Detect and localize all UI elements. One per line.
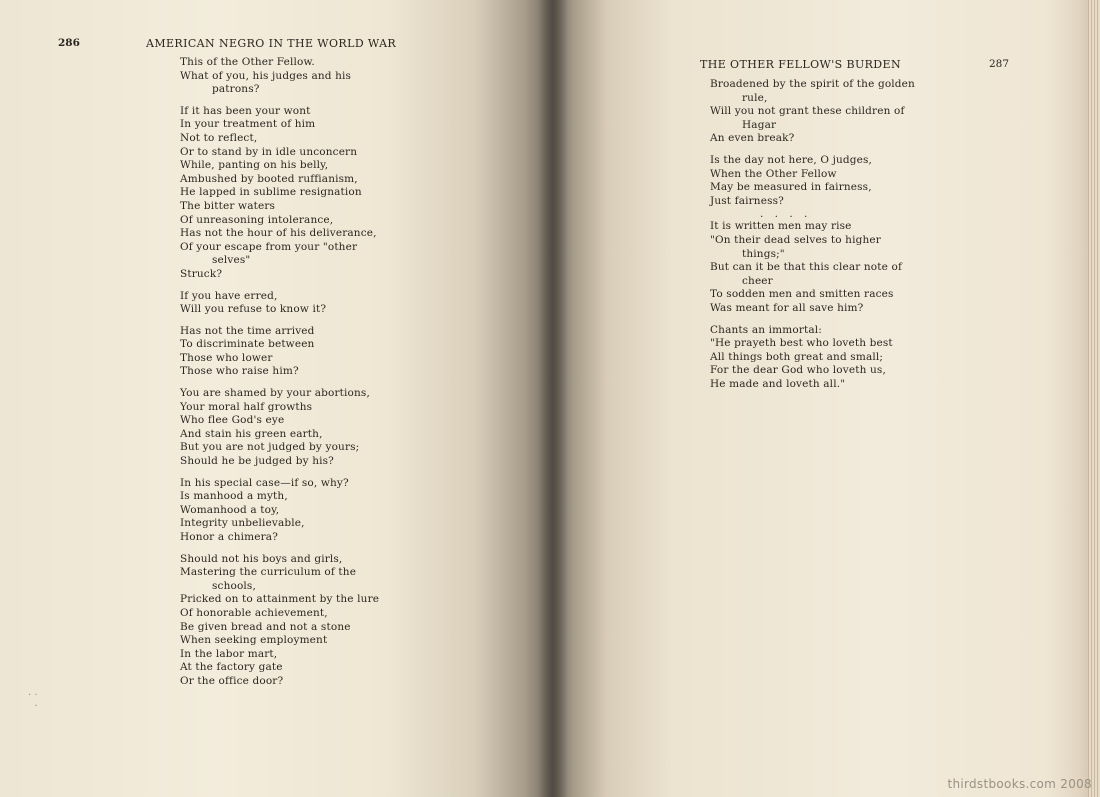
ellipsis-mark: . . . . xyxy=(760,208,812,221)
poem-line: To discriminate between xyxy=(180,338,315,351)
stanza xyxy=(180,553,379,689)
poem-line: Womanhood a toy, xyxy=(180,503,280,516)
poem-line: Hagar xyxy=(742,118,777,131)
poem-line: Just fairness? xyxy=(710,194,784,207)
stanza xyxy=(710,324,915,392)
poem-line: All things both great and small; xyxy=(710,350,884,363)
poem-line: Or to stand by in idle unconcern xyxy=(180,145,358,158)
poem-line: For the dear God who loveth us, xyxy=(710,364,886,377)
poem-line: If you have erred, xyxy=(180,289,278,302)
poem-line: He lapped in sublime resignation xyxy=(180,186,362,199)
poem-line: In your treatment of him xyxy=(180,118,316,131)
poem-line: Was meant for all save him? xyxy=(710,301,864,314)
poem-line: He made and loveth all." xyxy=(710,377,846,390)
poem-line: While, panting on his belly, xyxy=(180,159,329,172)
stanza xyxy=(180,387,379,469)
poem-line: Will you refuse to know it? xyxy=(180,303,327,316)
stanza xyxy=(180,290,379,317)
stanza xyxy=(710,154,915,208)
poem-line: You are shamed by your abortions, xyxy=(180,387,370,400)
poem-line: The bitter waters xyxy=(180,199,276,212)
poem-line: rule, xyxy=(742,91,768,104)
poem-line: Should he be judged by his? xyxy=(180,455,334,468)
poem-line: Of your escape from your "other xyxy=(180,240,358,253)
poem-line: Is manhood a myth, xyxy=(180,490,288,503)
poem-line: Those who lower xyxy=(180,351,273,364)
poem-line: Has not the hour of his deliverance, xyxy=(180,227,377,240)
poem-line: To sodden men and smitten races xyxy=(710,288,894,301)
watermark: thirdstbooks.com 2008 xyxy=(947,777,1092,791)
poem-line: When seeking employment xyxy=(180,634,328,647)
poem-line: things;" xyxy=(742,247,785,260)
poem-line: Or the office door? xyxy=(180,674,284,687)
poem-line: Honor a chimera? xyxy=(180,531,278,543)
poem-line: Will you not grant these children of xyxy=(710,105,905,118)
stanza xyxy=(710,220,915,315)
stanza xyxy=(180,477,379,545)
poem-line: May be measured in fairness, xyxy=(710,181,872,194)
poem-line: "He prayeth best who loveth best xyxy=(710,337,893,350)
poem-line: Not to reflect, xyxy=(180,131,258,144)
poem-line: Integrity unbelievable, xyxy=(180,517,305,530)
poem-line: Broadened by the spirit of the golden xyxy=(710,78,915,90)
poem-line: When the Other Fellow xyxy=(710,167,837,180)
poem-line: Who flee God's eye xyxy=(180,414,285,427)
poem-line: patrons? xyxy=(212,83,260,96)
poem-line: Be given bread and not a stone xyxy=(180,620,351,633)
stanza xyxy=(180,105,379,282)
poem-line: Chants an immortal: xyxy=(710,323,822,336)
poem-line: If it has been your wont xyxy=(180,104,311,117)
right-page-number: 287 xyxy=(989,58,1010,70)
poem-line: But you are not judged by yours; xyxy=(180,441,360,454)
poem-line: Is the day not here, O judges, xyxy=(710,153,873,166)
poem-line: This of the Other Fellow. xyxy=(180,56,315,68)
right-poem xyxy=(710,78,915,399)
poem-line: Mastering the curriculum of the xyxy=(180,566,357,579)
poem-line: Your moral half growths xyxy=(180,400,313,413)
poem-line: Pricked on to attainment by the lure xyxy=(180,593,380,606)
poem-line: In his special case—if so, why? xyxy=(180,476,349,489)
stanza xyxy=(710,78,915,146)
poem-line: And stain his green earth, xyxy=(180,427,323,440)
poem-line: Should not his boys and girls, xyxy=(180,552,343,565)
poem-line: Has not the time arrived xyxy=(180,324,315,337)
poem-line: It is written men may rise xyxy=(710,220,852,233)
poem-line: At the factory gate xyxy=(180,661,283,674)
poem-line: schools, xyxy=(212,579,256,592)
poem-line: An even break? xyxy=(710,132,795,145)
poem-line: "On their dead selves to higher xyxy=(710,233,881,246)
poem-line: Struck? xyxy=(180,267,223,280)
poem-line: cheer xyxy=(742,274,773,287)
poem-line: In the labor mart, xyxy=(180,647,278,660)
left-poem xyxy=(180,56,379,697)
poem-line: What of you, his judges and his xyxy=(180,69,352,82)
right-running-head: THE OTHER FELLOW'S BURDEN xyxy=(700,58,901,71)
poem-line: Those who raise him? xyxy=(180,365,299,378)
page-edges xyxy=(1088,0,1100,797)
book-gutter xyxy=(538,0,568,797)
stanza xyxy=(180,56,379,97)
poem-line: Of honorable achievement, xyxy=(180,606,328,619)
poem-line: selves" xyxy=(212,254,251,267)
left-page-number: 286 xyxy=(58,37,80,49)
poem-line: Of unreasoning intolerance, xyxy=(180,213,334,226)
left-running-head: AMERICAN NEGRO IN THE WORLD WAR xyxy=(146,37,397,50)
stanza xyxy=(180,325,379,379)
page-specks: · · · xyxy=(28,690,38,712)
poem-line: Ambushed by booted ruffianism, xyxy=(180,172,358,185)
poem-line: But can it be that this clear note of xyxy=(710,261,903,274)
